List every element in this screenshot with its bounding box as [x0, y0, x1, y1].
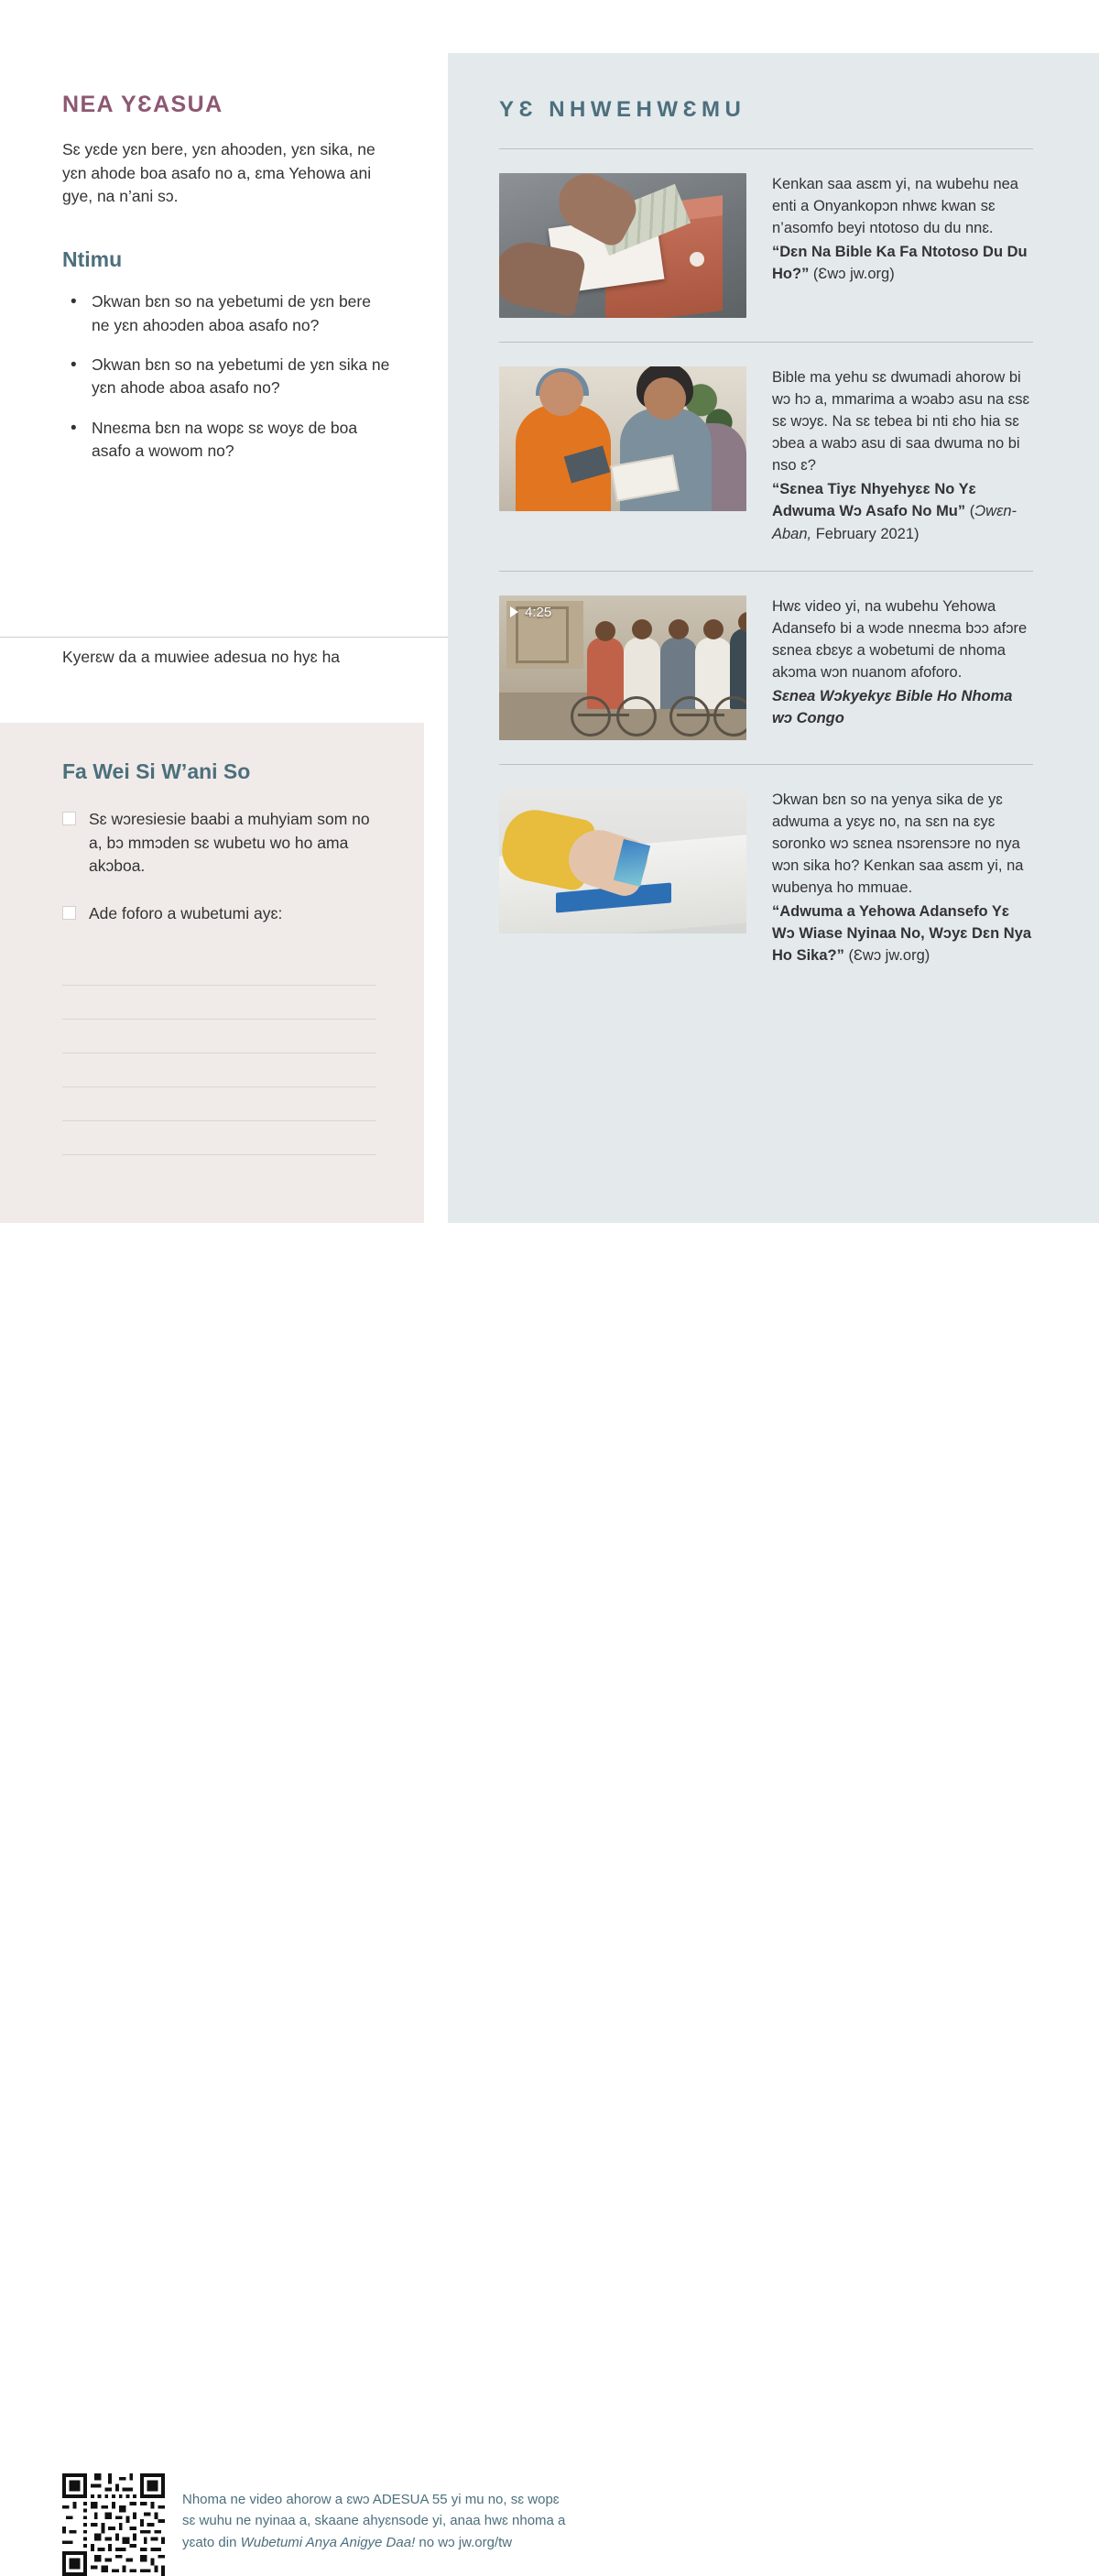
publication-title: Wubetumi Anya Anigye Daa!	[240, 2534, 416, 2550]
item-body-text: Bible ma yehu sɛ dwumadi ahorow bi wɔ hɔ a, mmarima a wɔabɔ asu na ɛsɛ sɛ wɔyɛ. Na sɛ tebea bi nti ɛho hia sɛ ɔbea a wabɔ asu di saa dwuma no bi nso ɛ?	[772, 369, 1030, 475]
list-item: • Ɔkwan bɛn so na yebetumi de yɛn bere ne yɛn ahoɔden aboa asafo no?	[92, 290, 391, 337]
item-reference-title[interactable]: “Sɛnea Tiyɛ Nhyehyɛɛ No Yɛ Adwuma Wɔ Asafo No Mu”	[772, 481, 976, 520]
write-line[interactable]	[62, 952, 376, 986]
intro-paragraph: Sɛ yɛde yɛn bere, yɛn ahoɔden, yɛn sika, ne yɛn ahode boa asafo no a, ɛma Yehowa ani gye, na n’ani sɔ.	[62, 140, 375, 206]
item-reference-source: (Ɛwɔ jw.org)	[843, 947, 930, 965]
list-item[interactable]	[499, 343, 1033, 571]
write-line[interactable]	[62, 1087, 376, 1121]
divider	[0, 637, 448, 638]
qr-code-icon[interactable]	[62, 2473, 165, 2576]
write-in-lines[interactable]	[62, 952, 376, 1155]
item-body-text: Kenkan saa asɛm yi, na wubehu nea enti a Onyankopɔn nhwɛ kwan sɛ n’asomfo beyi ntotoso du du nnɛ.	[772, 176, 1018, 237]
write-line[interactable]	[62, 986, 376, 1020]
footer-line-1: Nhoma ne video ahorow a ɛwɔ ADESUA 55 yi mu no, sɛ wopɛ	[182, 2492, 560, 2507]
apply-checkbox-row[interactable]	[62, 902, 376, 926]
footer	[0, 1223, 1099, 2550]
bicycles-video-thumbnail[interactable]	[499, 595, 746, 740]
item-body-text: Hwɛ video yi, na wubehu Yehowa Adansefo bi a wɔde nneɛma bɔɔ afɔre sɛnea ɛbɛyɛ a wobetumi de nhoma akɔma wɔn nuanom afoforo.	[772, 597, 1028, 681]
apply-this-section	[0, 723, 424, 1223]
discussion-heading: Ntimu	[62, 247, 123, 272]
checkbox-icon[interactable]	[62, 906, 76, 920]
footer-line-3: yɛato din Wubetumi Anya Anigye Daa! no wɔ jw.org/tw	[182, 2534, 513, 2550]
video-duration-label: 4:25	[525, 604, 552, 620]
page-title: NEA YƐASUA	[62, 92, 223, 117]
item-reference-title[interactable]: “Dɛn Na Bible Ka Fa Ntotoso Du Du Ho?”	[772, 244, 1028, 283]
completion-date-label: Kyerɛw da a muwiee adesua no hyɛ ha	[62, 648, 341, 666]
item-reference-source: (Ɛwɔ jw.org)	[809, 266, 895, 283]
list-item: • Ɔkwan bɛn so na yebetumi de yɛn sika ne yɛn ahode aboa asafo no?	[92, 354, 391, 400]
play-icon[interactable]	[510, 606, 518, 617]
contribution-slot-photo[interactable]	[499, 789, 746, 933]
checkbox-icon[interactable]	[62, 812, 76, 825]
explore-column	[448, 53, 1099, 992]
apply-checkbox-row[interactable]	[62, 808, 376, 879]
list-item: • Nneɛma bɛn na wopɛ sɛ woyɛ de boa asafo a wowom no?	[92, 417, 391, 464]
list-item[interactable]	[499, 572, 1033, 764]
apply-item-text: Ade foforo a wubetumi ayɛ:	[89, 904, 283, 923]
footer-note	[182, 2489, 732, 2553]
write-line[interactable]	[62, 1020, 376, 1053]
item-reference-title[interactable]: “Adwuma a Yehowa Adansefo Yɛ Wɔ Wiase Nyinaa No, Wɔyɛ Dɛn Nya Ho Sika?”	[772, 903, 1032, 965]
apply-heading: Fa Wei Si W’ani So	[62, 759, 251, 783]
write-line[interactable]	[62, 1121, 376, 1155]
item-reference-title[interactable]: Sɛnea Wɔkyekyɛ Bible Ho Nhoma wɔ Congo	[772, 687, 1013, 727]
list-item[interactable]	[499, 765, 1033, 993]
donation-box-photo[interactable]	[499, 173, 746, 318]
footer-line-2: sɛ wuhu ne nyinaa a, skaane ahyɛnsode yi, anaa hwɛ nhoma a	[182, 2513, 566, 2529]
bible-study-group-photo[interactable]	[499, 366, 746, 511]
explore-title: YƐ NHWEHWƐMU	[499, 97, 746, 122]
item-reference-source: (Ɔwɛn-Aban, February 2021)	[772, 503, 1017, 542]
item-body-text: Ɔkwan bɛn so na yenya sika de yɛ adwuma a yɛyɛ no, na sɛn na ɛyɛ soronko wɔ sɛnea nsɔrensɔre no nya wɔn sika ho? Kenkan saa asɛm yi, na wubenya ho mmuae.	[772, 791, 1024, 896]
list-item[interactable]	[499, 149, 1033, 342]
video-duration-badge	[510, 605, 551, 620]
write-line[interactable]	[62, 1053, 376, 1087]
apply-item-text: Sɛ wɔresiesie baabi a muhyiam som no a, bɔ mmɔden sɛ wubetu wo ho ama akɔboa.	[89, 810, 370, 876]
question-list	[62, 290, 391, 463]
